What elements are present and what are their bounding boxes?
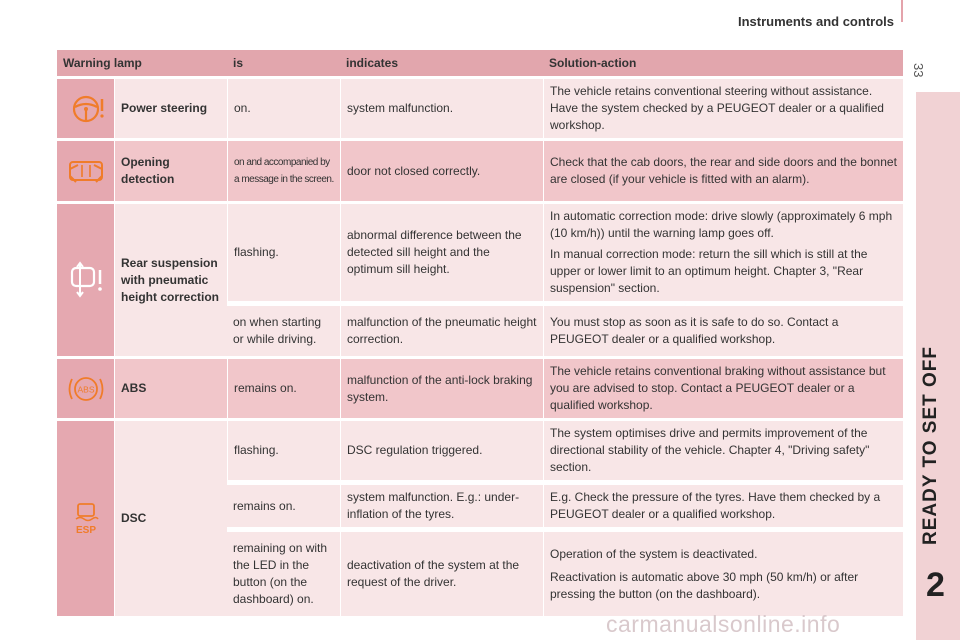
solution-text: The vehicle retains conventional braking without assistance but you are advised to stop. Contact a PEUGEOT dealer or a qualified workshop. — [543, 359, 903, 418]
status-is: flashing. — [227, 204, 340, 301]
solution-paragraph: Reactivation is automatic above 30 mph (50 km/h) or after pressing the button (on the dashboard). — [550, 569, 859, 601]
status-is: flashing. — [227, 421, 340, 480]
warning-lamp-table — [57, 47, 903, 619]
icon-cell — [57, 204, 114, 356]
steering-wheel-warning-icon — [66, 93, 106, 125]
solution-text — [543, 204, 903, 301]
lamp-name: Rear suspension with pneumatic height correction — [114, 204, 227, 356]
indicates-text: abnormal difference between the detected sill height and the optimum sill height. — [340, 204, 543, 301]
solution-text: The vehicle retains conventional steering without assistance. Have the system checked by a PEUGEOT dealer or a qualified workshop. — [543, 79, 903, 138]
indicates-text: DSC regulation triggered. — [340, 421, 543, 480]
column-header-is: is — [227, 50, 340, 76]
table-row — [57, 359, 903, 418]
column-header-indicates: indicates — [340, 50, 543, 76]
column-header-warning-lamp: Warning lamp — [57, 50, 227, 76]
abs-icon — [66, 373, 106, 405]
icon-cell — [57, 141, 114, 201]
table-row — [57, 79, 903, 138]
indicates-text: system malfunction. E.g.: under-inflation of the tyres. — [340, 483, 543, 527]
column-header-solution: Solution-action — [543, 50, 903, 76]
solution-text: The system optimises drive and permits improvement of the directional stability of the vehicle. Chapter 4, "Driving safety" section. — [543, 421, 903, 480]
lamp-name: Power steering — [114, 79, 227, 138]
table-row — [57, 421, 903, 480]
status-is: remains on. — [227, 483, 340, 527]
header-divider — [901, 0, 903, 22]
suspension-height-icon — [66, 260, 106, 300]
icon-cell — [57, 359, 114, 418]
esp-icon-text: ESP — [75, 524, 96, 536]
status-is: on. — [227, 79, 340, 138]
solution-paragraph: In manual correction mode: return the sill which is still at the upper or lower limit to an optimum height. Chapter 3, "Rear suspension" section. — [550, 247, 868, 295]
indicates-text: malfunction of the pneumatic height correction. — [340, 304, 543, 356]
lamp-name: DSC — [114, 421, 227, 616]
esp-skid-icon — [66, 501, 106, 537]
open-door-icon — [66, 155, 106, 187]
status-is: remains on. — [227, 359, 340, 418]
footer-watermark-url: carmanualsonline.info — [606, 611, 841, 637]
solution-paragraph: In automatic correction mode: drive slowly (approximately 6 mph (10 km/h)) until the warning lamp goes off. — [550, 209, 893, 240]
table-header-row — [57, 50, 903, 76]
page-header-title: Instruments and controls — [737, 14, 894, 29]
lamp-name: Opening detection — [114, 141, 227, 201]
indicates-text: deactivation of the system at the request of the driver. — [340, 530, 543, 616]
abs-icon-text: ABS — [76, 384, 95, 394]
solution-text: You must stop as soon as it is safe to do so. Contact a PEUGEOT dealer or a qualified workshop. — [543, 304, 903, 356]
page-number: 33 — [911, 63, 926, 78]
table-row — [57, 141, 903, 201]
solution-text — [543, 530, 903, 616]
indicates-text: system malfunction. — [340, 79, 543, 138]
chapter-number: 2 — [926, 566, 945, 604]
indicates-text: malfunction of the anti-lock braking system. — [340, 359, 543, 418]
status-is: remaining on with the LED in the button (on the dashboard) on. — [227, 530, 340, 616]
chapter-title: READY TO SET OFF — [920, 346, 941, 545]
status-is: on and accompanied by a message in the screen. — [227, 141, 340, 201]
icon-cell — [57, 421, 114, 616]
solution-text: E.g. Check the pressure of the tyres. Have them checked by a PEUGEOT dealer or a qualified workshop. — [543, 483, 903, 527]
lamp-name: ABS — [114, 359, 227, 418]
solution-text: Check that the cab doors, the rear and side doors and the bonnet are closed (if your vehicle is fitted with an alarm). — [543, 141, 903, 201]
icon-cell — [57, 79, 114, 138]
solution-paragraph: Operation of the system is deactivated. — [550, 546, 758, 561]
table-row — [57, 204, 903, 301]
status-is: on when starting or while driving. — [227, 304, 340, 356]
indicates-text: door not closed correctly. — [340, 141, 543, 201]
